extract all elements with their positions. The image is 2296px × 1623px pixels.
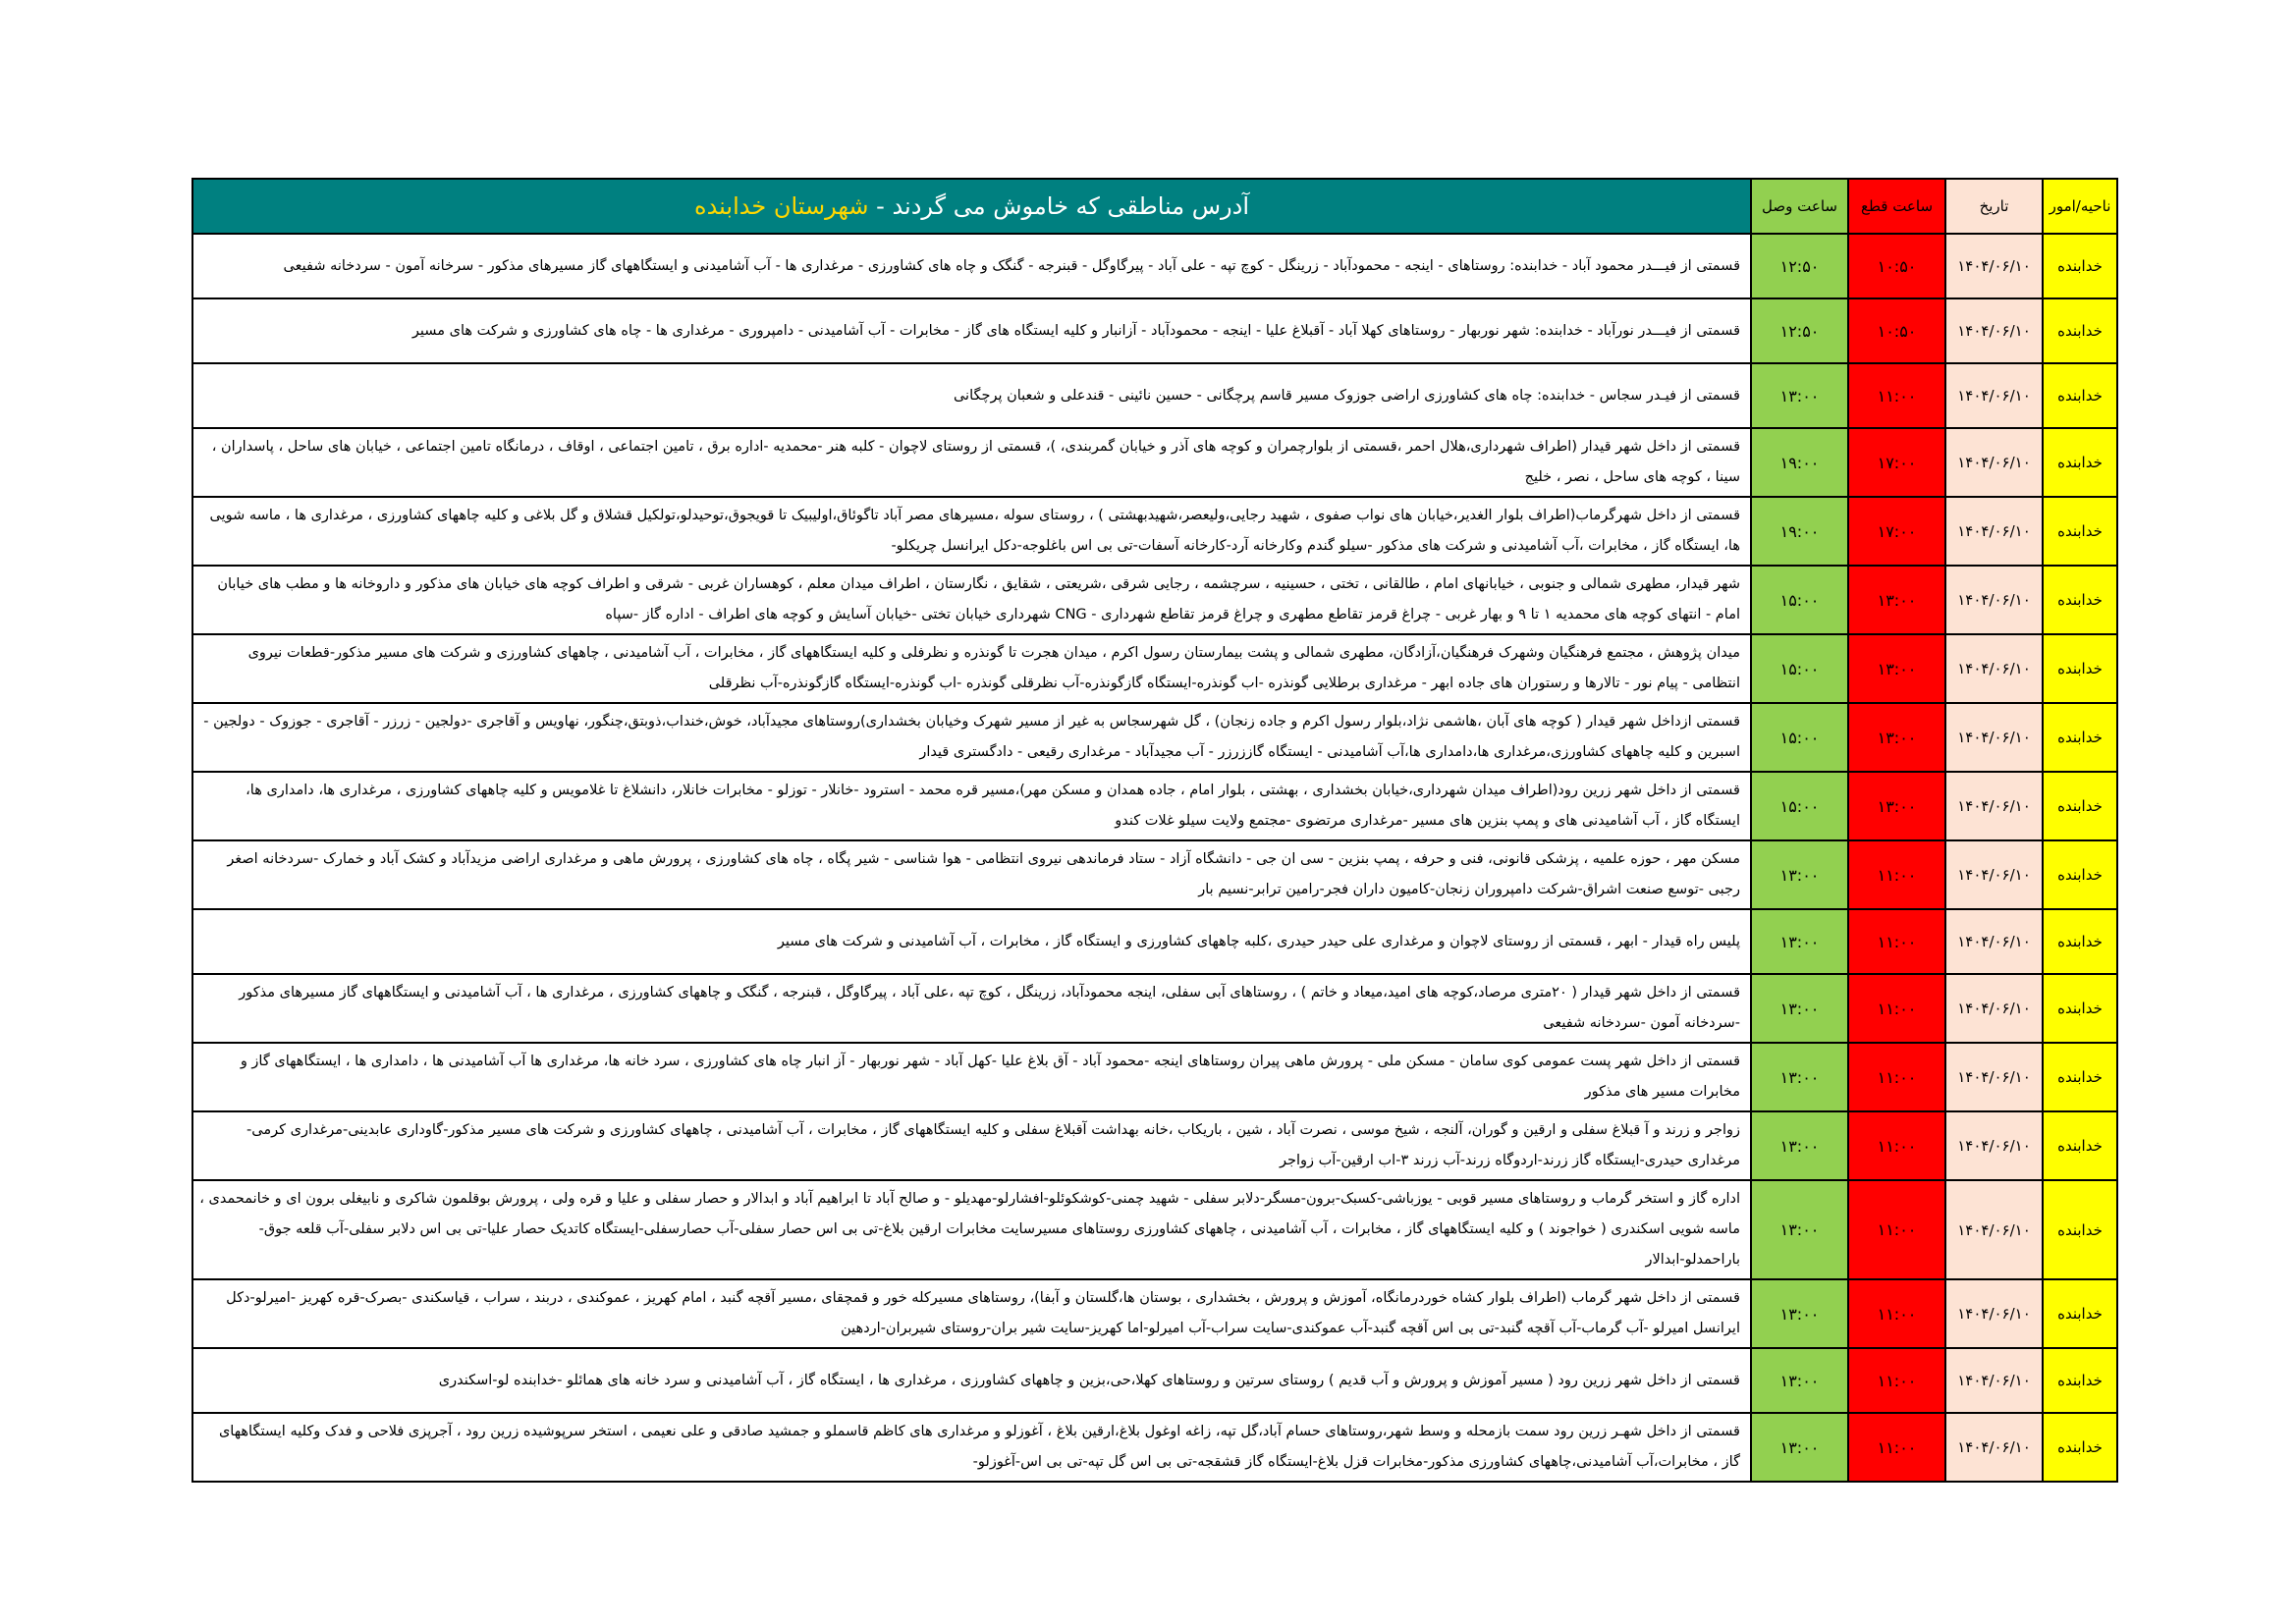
- date-cell: ۱۴۰۴/۰۶/۱۰: [1945, 634, 2043, 703]
- cut-time-cell: ۱۳:۰۰: [1848, 566, 1945, 634]
- address-cell: قسمتی از فیـــدر محمود آباد - خدابنده: روستاهای - اینجه - محمودآباد - زرینگل - کوچ تپه - علی آباد - پیرگاوگل - قبنرجه - گنگک و چاه های کشاورزی - مرغداری ها - آب آشامیدنی و ایستگاههای گاز مسیرهای مذکور - سرخانه آمون - سردخانه شفیعی: [192, 234, 1751, 298]
- table-row: [192, 840, 2117, 909]
- date-cell: ۱۴۰۴/۰۶/۱۰: [1945, 974, 2043, 1043]
- cut-time-cell: ۱۷:۰۰: [1848, 428, 1945, 497]
- connect-time-cell: ۱۳:۰۰: [1751, 1180, 1848, 1279]
- connect-time-cell: ۱۵:۰۰: [1751, 634, 1848, 703]
- region-cell: خدابنده: [2043, 566, 2117, 634]
- table-row: [192, 974, 2117, 1043]
- connect-time-cell: ۱۳:۰۰: [1751, 1413, 1848, 1482]
- address-cell: قسمتی از داخل شهر پست عمومی کوی سامان - مسکن ملی - پرورش ماهی پیران روستاهای اینجه -محمود آباد - آق بلاغ علیا -کهل آباد - شهر نوربهار - آز انبار چاه های کشاورزی ، سرد خانه ها، مرغداری ها آب آشامیدنی ها ، دامداری ها ، ایستگاههای گاز و مخابرات مسیر های مذکور: [192, 1043, 1751, 1111]
- address-cell: قسمتی از داخل شهر قیدار (اطراف شهرداری،هلال احمر ،قسمتی از بلوارچمران و کوچه های آذر و خیابان گمربندی، )، قسمتی از روستای لاچوان - کلبه هنر -محمدیه -اداره برق ، تامین اجتماعی ، اوقاف ، درمانگاه تامین اجتماعی ، خیابان های ساحل ، پاسداران ، سینا ، کوچه های ساحل ، نصر ، خلیج: [192, 428, 1751, 497]
- address-cell: میدان پژوهش ، مجتمع فرهنگیان وشهرک فرهنگیان،آزادگان، مطهری شمالی و پشت بیمارستان رسول اکرم ، میدان هجرت تا گونذره و نظرفلی و کلیه ایستگاههای گاز ، مخابرات ، آب آشامیدنی ، چاههای کشاورزی و شرکت های مسیر مذکور-قطعات نیروی انتظامی - پیام نور - تالارها و رستوران های جاده ابهر - مرغداری برطلایی گونذره -اب گونذره-ایستگاه گازگونذره-آب نظرقلی گونذره -اب گونذره-ایستگاه گازگونذره-آب نظرقلی: [192, 634, 1751, 703]
- address-cell: قسمتی از داخل شهر قیدار ( ۲۰متری مرصاد،کوچه های امید،میعاد و خاتم ) ، روستاهای آبی سفلی، اینجه محمودآباد، زرینگل ، کوچ تپه ،علی آباد ، پیرگاوگل ، قبنرجه ، گنگک و چاههای کشاورزی ، مرغداری ها ، آب آشامیدنی و ایستگاههای گاز مسیرهای مذکور -سردخانه آمون -سردخانه شفیعی: [192, 974, 1751, 1043]
- region-cell: خدابنده: [2043, 298, 2117, 363]
- cut-time-cell: ۱۱:۰۰: [1848, 974, 1945, 1043]
- address-cell: قسمتی از داخل شهرگرماب(اطراف بلوار الغدیر،خیابان های نواب صفوی ، شهید رجایی،ولیعصر،شهیدبهشتی ) ، روستای سوله ،مسیرهای مصر آباد تاگوئاق،اولیبیک تا قویجوق،توحیدلو،تولکیل قشلاق و گل بلاغی و کلیه چاههای کشاورزی ، مرغداری ها ، ماسه شویی ها، ایستگاه گاز ، مخابرات ،آب آشامیدنی و شرکت های مذکور -سیلو گندم وکارخانه آرد-کارخانه آسفات-تی بی اس باغلوجه-دکل ایرانسل چریکلو-: [192, 497, 1751, 566]
- connect-time-cell: ۱۳:۰۰: [1751, 363, 1848, 428]
- connect-time-column-header: ساعت وصل: [1751, 179, 1848, 234]
- region-column-header: ناحیه/امور: [2043, 179, 2117, 234]
- connect-time-cell: ۱۹:۰۰: [1751, 428, 1848, 497]
- cut-time-cell: ۱۰:۵۰: [1848, 298, 1945, 363]
- cut-time-cell: ۱۱:۰۰: [1848, 1111, 1945, 1180]
- date-cell: ۱۴۰۴/۰۶/۱۰: [1945, 703, 2043, 772]
- date-cell: ۱۴۰۴/۰۶/۱۰: [1945, 363, 2043, 428]
- connect-time-cell: ۱۹:۰۰: [1751, 497, 1848, 566]
- connect-time-cell: ۱۳:۰۰: [1751, 840, 1848, 909]
- connect-time-cell: ۱۵:۰۰: [1751, 772, 1848, 840]
- date-cell: ۱۴۰۴/۰۶/۱۰: [1945, 1180, 2043, 1279]
- connect-time-cell: ۱۳:۰۰: [1751, 1348, 1848, 1413]
- region-cell: خدابنده: [2043, 1413, 2117, 1482]
- date-cell: ۱۴۰۴/۰۶/۱۰: [1945, 566, 2043, 634]
- region-cell: خدابنده: [2043, 1348, 2117, 1413]
- cut-time-cell: ۱۳:۰۰: [1848, 634, 1945, 703]
- region-cell: خدابنده: [2043, 1111, 2117, 1180]
- region-cell: خدابنده: [2043, 1180, 2117, 1279]
- address-cell: قسمتی ازداخل شهر قیدار ( کوچه های آبان ،هاشمی نژاد،بلوار رسول اکرم و جاده زنجان) ، گل شهرسجاس به غیر از مسیر شهرک وخیابان بخشداری)روستاهای مجیدآباد، خوش،خنداب،ذوبتق،چنگور، نهاویس و آقاجری -دولجین - زرزر - آقاجری - جوزوک - دولجین - اسبرین و کلیه چاههای کشاورزی،مرغداری ها،دامداری ها،آب آشامیدنی - ایستگاه گاززرزر - آب مجیدآباد - مرغداری رقیعی - دادگستری قیدار: [192, 703, 1751, 772]
- cut-time-column-header: ساعت قطع: [1848, 179, 1945, 234]
- cut-time-cell: ۱۱:۰۰: [1848, 1043, 1945, 1111]
- cut-time-cell: ۱۳:۰۰: [1848, 703, 1945, 772]
- cut-time-cell: ۱۱:۰۰: [1848, 1180, 1945, 1279]
- address-cell: قسمتی از داخل شهـر زرین رود سمت بازمحله و وسط شهر،روستاهای حسام آباد،گل تپه، زاغه اوغول بلاغ،ارقین بلاغ ، آغوزلو و مرغداری های کاظم قاسملو و جمشید صادقی و علی نعیمی ، استخر سرپوشیده زرین رود ، آجرپزی فلاحی و فدک وکلیه ایستگاههای گاز ، مخابرات،آب آشامیدنی،چاههای کشاورزی مذکور-مخابرات قزل بلاغ-ایستگاه گاز قشقجه-تی بی اس گل تپه-تی بی اس-آغوزلو-: [192, 1413, 1751, 1482]
- outage-table-sheet: [191, 178, 2116, 1483]
- date-cell: ۱۴۰۴/۰۶/۱۰: [1945, 909, 2043, 974]
- date-cell: ۱۴۰۴/۰۶/۱۰: [1945, 772, 2043, 840]
- region-cell: خدابنده: [2043, 840, 2117, 909]
- address-cell: مسکن مهر ، حوزه علمیه ، پزشکی قانونی، فنی و حرفه ، پمپ بنزین - سی ان جی - دانشگاه آزاد - ستاد فرماندهی نیروی انتظامی - هوا شناسی - شیر پگاه ، چاه های کشاورزی ، پرورش ماهی و مرغداری اراضی مزیدآباد و کشک آباد و خمارک -سردخانه اصغر رجبی -توسع صنعت اشراق-شرکت دامپروران زنجان-کامیون داران فجر-رامین ترابر-نسیم بار: [192, 840, 1751, 909]
- cut-time-cell: ۱۱:۰۰: [1848, 363, 1945, 428]
- region-cell: خدابنده: [2043, 234, 2117, 298]
- table-row: [192, 428, 2117, 497]
- address-cell: پلیس راه قیدار - ابهر ، قسمتی از روستای لاچوان و مرغداری علی حیدر حیدری ،کلبه چاههای کشاورزی و ایستگاه گاز ، مخابرات ، آب آشامیدنی و شرکت های مسیر: [192, 909, 1751, 974]
- date-column-header: تاریخ: [1945, 179, 2043, 234]
- date-cell: ۱۴۰۴/۰۶/۱۰: [1945, 298, 2043, 363]
- connect-time-cell: ۱۳:۰۰: [1751, 1111, 1848, 1180]
- address-cell: قسمتی از فیـدر سجاس - خدابنده: چاه های کشاورزی اراضی جوزوک مسیر قاسم پرچگانی - حسین نائینی - قندعلی و شعبان پرچگانی: [192, 363, 1751, 428]
- address-cell: قسمتی از فیـــدر نورآباد - خدابنده: شهر نوربهار - روستاهای کهلا آباد - آقبلاغ علیا - اینجه - محمودآباد - آزانبار و کلیه ایستگاه های گاز - مخابرات - آب آشامیدنی - دامپروری - مرغداری ها - چاه های کشاورزی و شرکت های مسیر: [192, 298, 1751, 363]
- address-cell: قسمتی از داخل شهر زرین رود(اطراف میدان شهرداری،خیابان بخشداری ، بهشتی ، بلوار امام ، جاده همدان و مسکن مهر)،مسیر قره محمد - استرود -خانلار - توزلو - مخابرات خانلار، دانشلاغ تا غلامویس و کلیه چاههای کشاورزی ، مرغداری ها، دامداری ها، ایستگاه گاز ، آب آشامیدنی های و پمپ بنزین های مسیر -مرغداری مرتضوی -مجتمع ولایت سیلو غلات کندو: [192, 772, 1751, 840]
- date-cell: ۱۴۰۴/۰۶/۱۰: [1945, 1279, 2043, 1348]
- table-row: [192, 772, 2117, 840]
- date-cell: ۱۴۰۴/۰۶/۱۰: [1945, 234, 2043, 298]
- date-cell: ۱۴۰۴/۰۶/۱۰: [1945, 1043, 2043, 1111]
- table-row: [192, 363, 2117, 428]
- outage-table: [191, 178, 2118, 1483]
- date-cell: ۱۴۰۴/۰۶/۱۰: [1945, 1348, 2043, 1413]
- connect-time-cell: ۱۵:۰۰: [1751, 566, 1848, 634]
- date-cell: ۱۴۰۴/۰۶/۱۰: [1945, 840, 2043, 909]
- address-cell: اداره گاز و استخر گرماب و روستاهای مسیر قوبی - یوزباشی-کسبک-برون-مسگر-دلابر سفلی - شهید چمنی-کوشکوئلو-افشارلو-مهدیلو - و صالح آباد تا ابراهیم آباد و ابدالار و حصار سفلی و علیا و قره ولی ، پرورش بوقلمون شاکری و نابیغلی برون ای و خانمحمدی ، ماسه شویی اسکندری ( خواجوند ) و کلیه ایستگاههای گاز ، مخابرات ، آب آشامیدنی ، چاههای کشاورزی روستاهای مسیرسایت مخابرات ارقین بلاغ-تی بی اس حصار سفلی-آب حصارسفلی-ایستگاه کاتدیک حصار علیا-تی بی اس دلابر سفلی-آب قلعه جوق-باراحمدلو-ابدالار: [192, 1180, 1751, 1279]
- cut-time-cell: ۱۱:۰۰: [1848, 1348, 1945, 1413]
- table-row: [192, 703, 2117, 772]
- table-row: [192, 1043, 2117, 1111]
- address-cell: قسمتی از داخل شهر گرماب (اطراف بلوار کشاه خوردرمانگاه، آموزش و پرورش ، بخشداری ، بوستان ها،گلستان و آبفا)، روستاهای مسیرکله خور و قمچقای ،مسیر آقچه گنبد ، امام کهریز ، عموکندی ، دربند ، سراب ، قیاسکندی -بصرک-قره کهریز -امیرلو-دکل ایرانسل امیرلو -آب گرماب-آب آقچه گنبد-تی بی اس آقچه گنبد-آب عموکندی-سایت سراب-آب امیرلو-اما کهریز-سایت شیر بران-روستای شیربران-اردهین: [192, 1279, 1751, 1348]
- table-title: [192, 179, 1751, 234]
- table-row: [192, 1348, 2117, 1413]
- address-cell: زواجر و زرند و آ قبلاغ سفلی و ارقین و گوران، آلنجه ، شیخ موسی ، نصرت آباد ، شین ، باریکاب ،خانه بهداشت آقبلاغ سفلی و کلیه ایستگاههای گاز ، مخابرات ، آب آشامیدنی ، چاههای کشاورزی و شرکت های مسیر مذکور-گاوداری عابدینی-مرغداری کرمی-مرغداری حیدری-ایستگاه گاز زرند-اردوگاه زرند-آب زرند ۳-اب ارقین-آب زواجر: [192, 1111, 1751, 1180]
- connect-time-cell: ۱۳:۰۰: [1751, 909, 1848, 974]
- date-cell: ۱۴۰۴/۰۶/۱۰: [1945, 1111, 2043, 1180]
- cut-time-cell: ۱۰:۵۰: [1848, 234, 1945, 298]
- address-cell: قسمتی از داخل شهر زرین رود ( مسیر آموزش و پرورش و آب قدیم ) روستای سرتین و روستاهای کهلا،حی،بزین و چاههای کشاورزی ، مرغداری ها ، ایستگاه گاز ، آب آشامیدنی و سرد خانه های همائلو -خدابنده لو-اسکندری: [192, 1348, 1751, 1413]
- table-row: [192, 566, 2117, 634]
- connect-time-cell: ۱۳:۰۰: [1751, 1279, 1848, 1348]
- region-cell: خدابنده: [2043, 634, 2117, 703]
- table-row: [192, 1279, 2117, 1348]
- region-cell: خدابنده: [2043, 497, 2117, 566]
- table-row: [192, 1180, 2117, 1279]
- region-cell: خدابنده: [2043, 428, 2117, 497]
- address-cell: شهر قیدار، مطهری شمالی و جنوبی ، خیابانهای امام ، طالقانی ، تختی ، حسینیه ، سرچشمه ، رجایی شرقی ،شریعتی ، شقایق ، نگارستان ، اطراف میدان معلم ، کوهساران غربی - شرقی و اطراف کوچه های خیابان های مذکور و داروخانه ها و مطب های خیابان امام - انتهای کوچه های محمدیه ۱ تا ۹ و بهار غربی - چراغ قرمز تقاطع مطهری و چراغ قرمز تقاطع شهرداری - CNG شهرداری خیابان تختی -خیابان آسایش و کوچه های اطراف - اداره گاز -سپاه: [192, 566, 1751, 634]
- region-cell: خدابنده: [2043, 363, 2117, 428]
- table-row: [192, 634, 2117, 703]
- connect-time-cell: ۱۲:۵۰: [1751, 234, 1848, 298]
- table-row: [192, 1413, 2117, 1482]
- table-row: [192, 909, 2117, 974]
- title-main: آدرس مناطقی که خاموش می گردند: [892, 192, 1249, 220]
- table-row: [192, 1111, 2117, 1180]
- title-separator: -: [868, 192, 893, 220]
- cut-time-cell: ۱۱:۰۰: [1848, 840, 1945, 909]
- cut-time-cell: ۱۳:۰۰: [1848, 772, 1945, 840]
- cut-time-cell: ۱۱:۰۰: [1848, 1413, 1945, 1482]
- table-row: [192, 497, 2117, 566]
- date-cell: ۱۴۰۴/۰۶/۱۰: [1945, 497, 2043, 566]
- cut-time-cell: ۱۱:۰۰: [1848, 1279, 1945, 1348]
- region-cell: خدابنده: [2043, 703, 2117, 772]
- region-cell: خدابنده: [2043, 1279, 2117, 1348]
- table-row: [192, 234, 2117, 298]
- region-cell: خدابنده: [2043, 909, 2117, 974]
- connect-time-cell: ۱۳:۰۰: [1751, 1043, 1848, 1111]
- cut-time-cell: ۱۷:۰۰: [1848, 497, 1945, 566]
- date-cell: ۱۴۰۴/۰۶/۱۰: [1945, 428, 2043, 497]
- date-cell: ۱۴۰۴/۰۶/۱۰: [1945, 1413, 2043, 1482]
- header-row: [192, 179, 2117, 234]
- region-cell: خدابنده: [2043, 1043, 2117, 1111]
- cut-time-cell: ۱۱:۰۰: [1848, 909, 1945, 974]
- title-county: شهرستان خدابنده: [694, 192, 869, 220]
- table-row: [192, 298, 2117, 363]
- connect-time-cell: ۱۲:۵۰: [1751, 298, 1848, 363]
- connect-time-cell: ۱۵:۰۰: [1751, 703, 1848, 772]
- connect-time-cell: ۱۳:۰۰: [1751, 974, 1848, 1043]
- region-cell: خدابنده: [2043, 974, 2117, 1043]
- region-cell: خدابنده: [2043, 772, 2117, 840]
